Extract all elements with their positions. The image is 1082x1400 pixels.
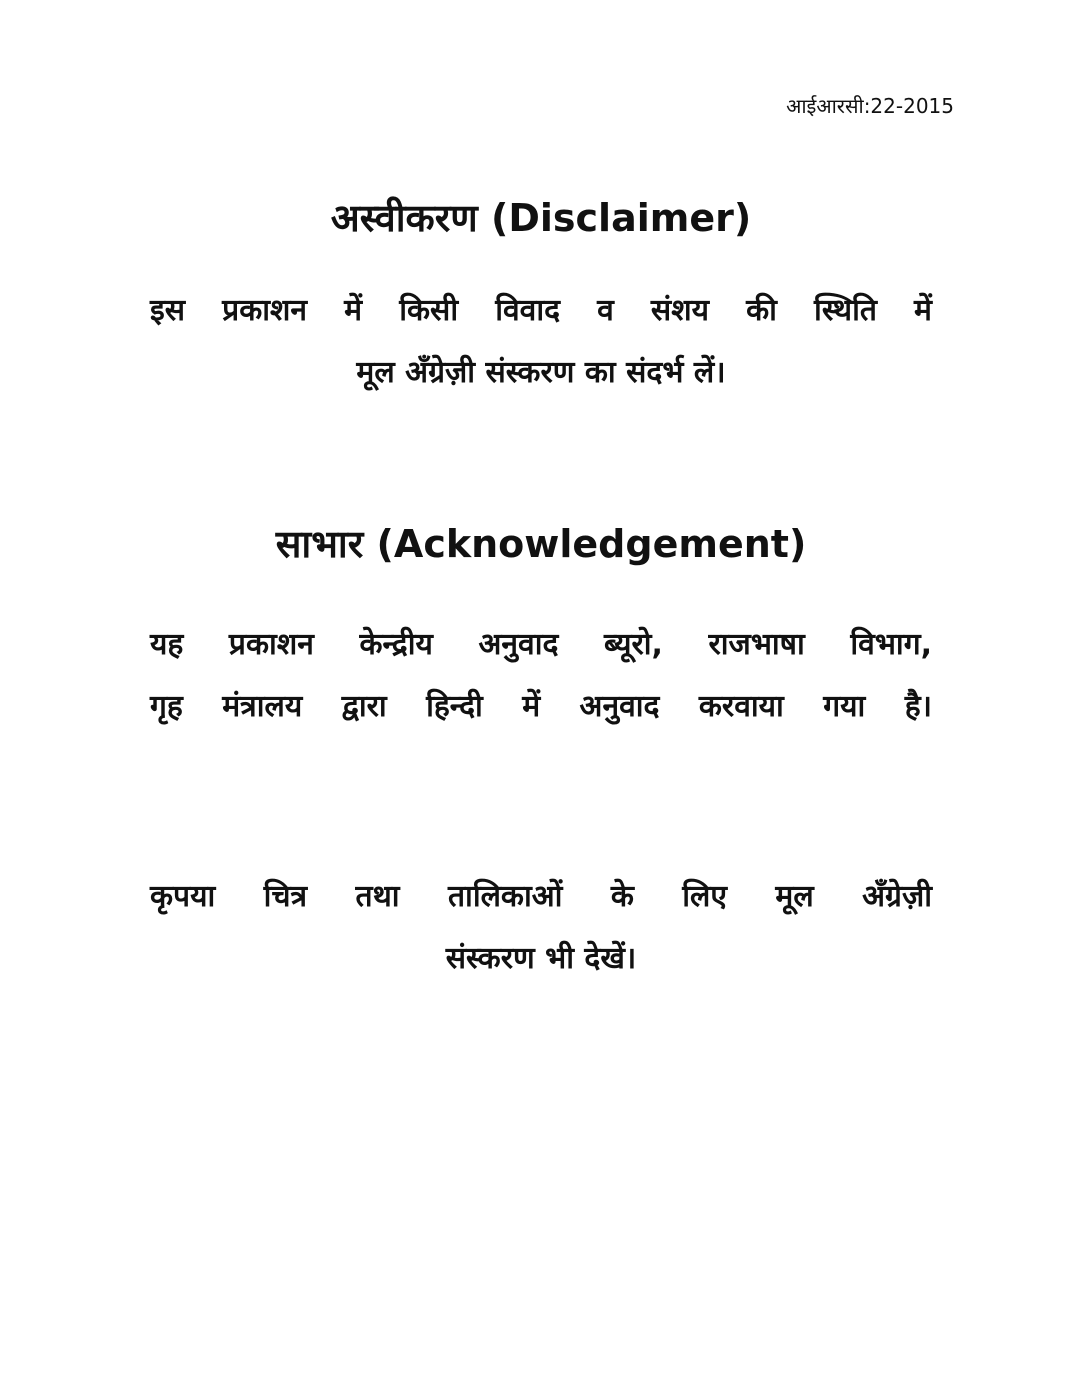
acknowledgement-line: गृह मंत्रालय द्वारा हिन्दी में अनुवाद करवाया गया है।	[150, 689, 932, 724]
note-line: कृपया चित्र तथा तालिकाओं के लिए मूल अँग्रेज़ी	[150, 879, 932, 914]
figures-tables-note	[150, 866, 932, 990]
acknowledgement-text	[150, 614, 932, 738]
acknowledgement-line: यह प्रकाशन केन्द्रीय अनुवाद ब्यूरो, राजभाषा विभाग,	[150, 627, 932, 662]
document-code: आईआरसी:22-2015	[786, 94, 954, 118]
disclaimer-line: मूल अँग्रेज़ी संस्करण का संदर्भ लें।	[356, 355, 726, 390]
disclaimer-heading: अस्वीकरण (Disclaimer)	[330, 196, 752, 240]
note-line: संस्करण भी देखें।	[445, 941, 637, 976]
disclaimer-text	[150, 280, 932, 404]
disclaimer-line: इस प्रकाशन में किसी विवाद व संशय की स्थिति में	[150, 293, 932, 328]
acknowledgement-heading: साभार (Acknowledgement)	[275, 522, 807, 566]
